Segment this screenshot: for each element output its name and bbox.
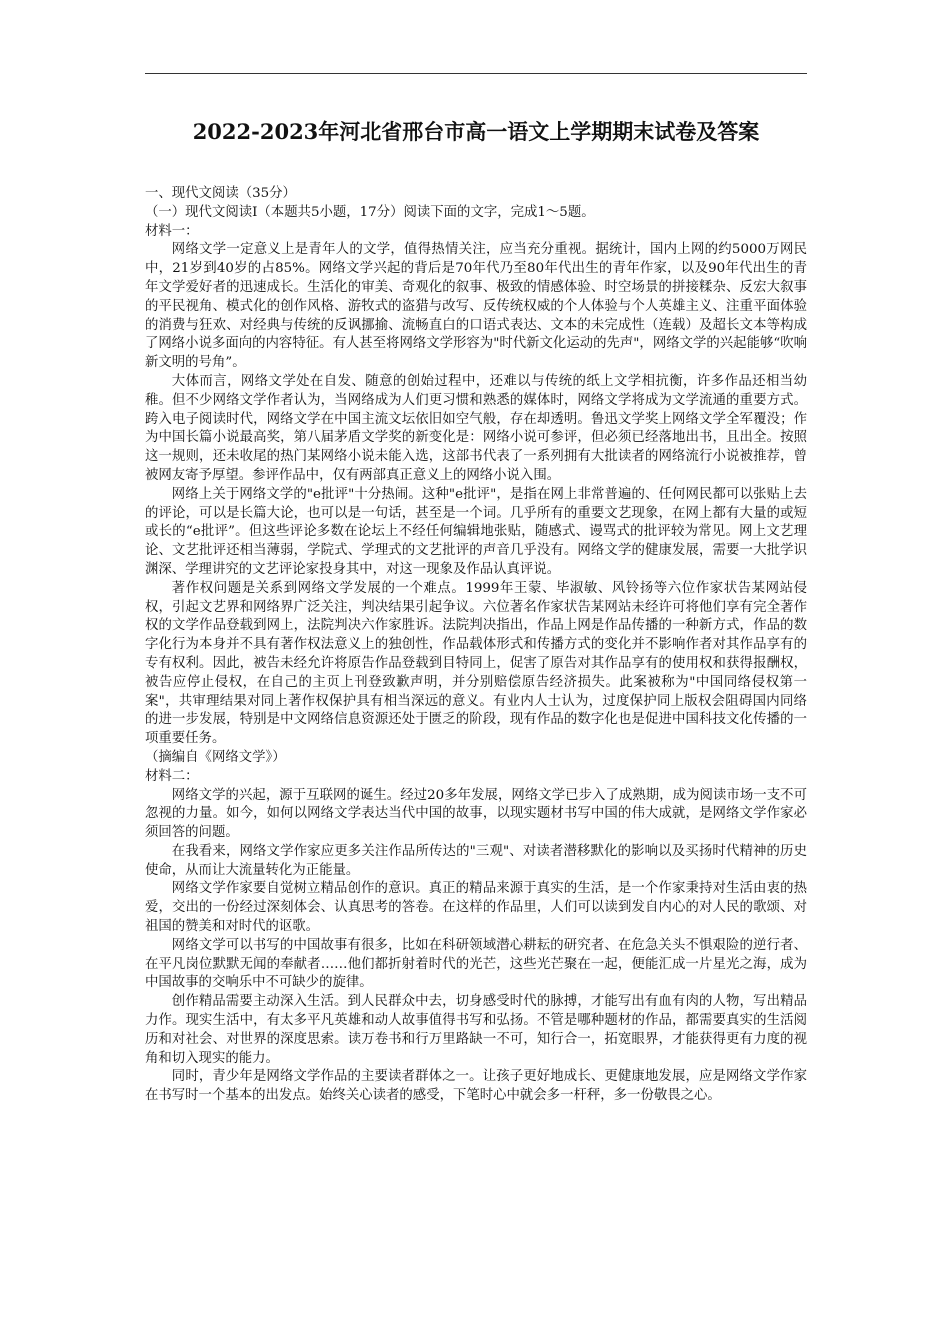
material-two-paragraph: 网络文学可以书写的中国故事有很多，比如在科研领域潜心耕耘的研究者、在危急关头不惧艰险的逆行者、在平凡岗位默默无闻的奉献者……他们都折射着时代的光芒，这些光芒聚在一起，便能汇成一片星光之海，成为中国故事的交响乐中不可缺少的旋律。 [145, 937, 807, 991]
material-two-label: 材料二： [145, 768, 199, 784]
material-one-paragraph: 著作权问题是关系到网络文学发展的一个难点。1999年王蒙、毕淑敏、风铃扬等六位作家状告某网站侵权，引起文艺界和网络界广泛关注，判决结果引起争议。六位著名作家状告某网站未经许可将他们享有完全著作权的文学作品登载到网上，法院判决六作家胜诉。法院判决指出，作品上网是作品传播的一种新方式，作品的数字化行为本身并不具有著作权法意义上的独创性，作品载体形式和传播方式的变化并不影响作者对其作品享有的专有权利。因此，被告未经允许将原告作品登载到目特同上，促害了原告对其作品享有的使用权和获得报酬权，被告应停止侵权，在自己的主页上刊登致歉声明，并分别赔偿原告经济损失。此案被称为"中国同络侵权第一案"，共审理结果对同上著作权保护具有相当深远的意义。有业内人士认为，过度保护同上版权会阻碍国内同络的进一步发展，特别是中文网络信息资源还处于匮乏的阶段，现有作品的数字化也是促进中国科技文化传播的一项重要任务。 [145, 580, 807, 747]
article-body [145, 185, 807, 1106]
section-heading: 一、现代文阅读（35分） [145, 186, 296, 201]
material-two-paragraph: 创作精品需要主动深入生活。到人民群众中去，切身感受时代的脉搏，才能写出有血有肉的人物，写出精品力作。现实生活中，有太多平凡英雄和动人故事值得书写和弘扬。不管是哪种题材的作品，都需要真实的生活阅历和对社会、对世界的深度思索。读万卷书和行万里路缺一不可，知行合一，拓宽眼界，才能获得更有力度的视角和切入现实的能力。 [145, 994, 807, 1066]
material-one-paragraph: 大体而言，网络文学处在自发、随意的创始过程中，还难以与传统的纸上文学相抗衡，许多作品还相当幼稚。但不少网络文学作者认为，当网络成为人们更习惯和熟悉的媒体时，网络文学将成为文学流通的重要方式。跨入电子阅读时代，网络文学在中国主流文坛依旧如空气般，存在却透明。鲁迅文学奖上网络文学全军覆没；作为中国长篇小说最高奖，第八届茅盾文学奖的新变化是：网络小说可参评，但必须已经落地出书，且出全。按照这一规则，还未收尾的热门某网络小说未能入选，这部书代表了一系列拥有大批读者的网络流行小说被推荐，曾被网友寄予厚望。参评作品中，仅有两部真正意义上的网络小说入围。 [145, 373, 807, 483]
material-one-source: （摘编自《网络文学》） [145, 749, 286, 765]
material-one-label: 材料一： [145, 223, 199, 239]
material-one-paragraph: 网络上关于网络文学的"e批评"十分热闹。这种"e批评"，是指在网上非常普遍的、任何网民都可以张贴上去的评论，可以是长篇大论，也可以是一句话，甚至是一个词。几乎所有的重要文艺现象，在网上都有大量的或短或长的“e批评”。但这些评论多数在论坛上不经任何编辑地张贴，随感式、谩骂式的批评较为常见。网上文艺理论、文艺批评还相当薄弱，学院式、学理式的文艺批评的声音几乎没有。网络文学的健康发展，需要一大批学识渊深、学理讲究的文艺评论家投身其中，对这一现象及作品认真评说。 [145, 486, 807, 577]
header-rule [145, 73, 807, 74]
page-title: 2022-2023年河北省邢台市高一语文上学期期末试卷及答案 [192, 119, 760, 144]
material-two-paragraph: 网络文学作家要自觉树立精品创作的意识。真正的精品来源于真实的生活，是一个作家秉持对生活由衷的热爱，交出的一份经过深刻体会、认真思考的答卷。在这样的作品里，人们可以读到发自内心的对人民的歌颂、对祖国的赞美和对时代的讴歌。 [145, 881, 807, 935]
sub-heading: （一）现代文阅读Ⅰ（本题共5小题，17分）阅读下面的文字，完成1～5题。 [145, 204, 595, 220]
material-one-paragraph: 网络文学一定意义上是青年人的文学，值得热情关注，应当充分重视。据统计，国内上网的约5000万网民中，21岁到40岁的占85%。网络文学兴起的背后是70年代乃至80年代出生的青年作家，以及90年代出生的青年文学爱好者的迅速成长。生活化的审美、奇观化的叙事、极致的情感体验、时空场景的拼接糅杂、反宏大叙事的平民视角、模式化的创作风格、游牧式的盗猎与改写、反传统权威的个人体验与个人英雄主义、注重平面体验的消费与狂欢、对经典与传统的反讽挪揄、流畅直白的口语式表达、文本的未完成性（连载）及超长文本等构成了网络小说多面向的内容特征。有人甚至将网络文学形容为"时代新文化运动的先声"，网络文学的兴起能够“吹响新文明的号角”。 [145, 242, 807, 371]
material-two-paragraph: 同时，青少年是网络文学作品的主要读者群体之一。让孩子更好地成长、更健康地发展，应是网络文学作家在书写时一个基本的出发点。始终关心读者的感受，下笔时心中就会多一杆秤，多一份敬畏之心。 [145, 1069, 807, 1104]
material-two-paragraph: 网络文学的兴起，源于互联网的诞生。经过20多年发展，网络文学已步入了成熟期，成为阅读市场一支不可忽视的力量。如今，如何以网络文学表达当代中国的故事，以现实题材书写中国的伟大成就，是网络文学作家必须回答的问题。 [145, 787, 807, 841]
material-two-paragraph: 在我看来，网络文学作家应更多关注作品所传达的"三观"、对读者潜移默化的影响以及买扬时代精神的历史使命，从而让大流量转化为正能量。 [145, 843, 807, 878]
